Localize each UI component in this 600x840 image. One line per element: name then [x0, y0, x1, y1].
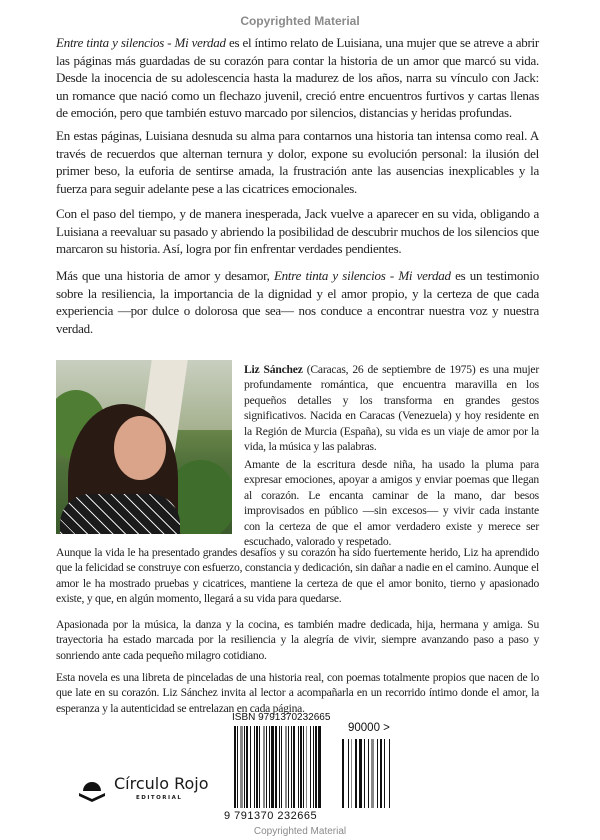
bio-paragraph-2: Amante de la escritura desde niña, ha usado la pluma para expresar emociones, apoyar a amigos y enviar poemas que llegan al corazón. Le encanta caminar de la mano, dar besos improvisados en público —sin excesos— y vivir cada instante con la certeza de que el amor verdadero existe y merece ser escuchado, valorado y respetado.	[244, 458, 539, 549]
synopsis-paragraph-3: Con el paso del tiempo, y de manera inesperada, Jack vuelve a aparecer en su vida, obligando a Luisiana a reevaluar su pasado y abriendo la posibilidad de descubrir muchos de los silencios que marcaron su historia. Así, logra por fin enfrentar verdades pendientes.	[56, 206, 539, 257]
barcode-addon-bar	[377, 739, 378, 808]
isbn-barcode	[222, 712, 402, 824]
bio-text: (Caracas, 26 de septiembre de 1975) es una mujer profundamente romántica, que encuentra maravilla en los pequeños detalles y los transforma en grandes gestos significativos. Nacida en Caracas (Venezuela) y hoy residente en la Región de Murcia (España), su vida es un viaje de amor por la vida, la música y las palabras.	[244, 363, 539, 454]
copyright-watermark: Copyrighted Material	[240, 14, 360, 28]
synopsis-paragraph-4	[56, 267, 539, 337]
barcode-bar	[313, 726, 314, 808]
synopsis-paragraph-1	[56, 34, 539, 122]
bio-paragraph-5: Esta novela es una libreta de pinceladas de una historia real, con poemas totalmente propios que nacen de lo que late en su corazón. Liz Sánchez invita al lector a acompañarla en un recorrido íntimo donde el amor, la esperanza y la autenticidad se entrelazan en cada página.	[56, 671, 539, 715]
barcode-addon-bar	[368, 739, 369, 808]
publisher-logo	[78, 775, 208, 805]
synopsis-paragraph-2: En estas páginas, Luisiana desnuda su alma para contarnos una historia tan intensa como real. A través de recuerdos que alternan ternura y dolor, expone su evolución personal: la ilusión del primer beso, la euforia de sentirse amada, la frustración ante las ausencias inexplicables y la fuerza para seguir adelante pese a las cicatrices emocionales.	[56, 128, 539, 196]
barcode-bar	[285, 726, 287, 808]
synopsis-text: es un testimonio sobre la resiliencia, la importancia de la dignidad y el amor propio, y la certeza de que cada experiencia —por dulce o dolorosa que sea— nos conduce a encontrar nuestra voz y nuestra verdad.	[56, 268, 540, 336]
barcode-addon-bar	[389, 739, 390, 808]
barcode-digits: 9 791370 232665	[224, 810, 318, 822]
barcode-bar	[263, 726, 265, 808]
author-photo	[56, 360, 232, 534]
barcode-bar	[250, 726, 251, 808]
barcode-bar	[303, 726, 304, 808]
barcode-addon-bar	[359, 739, 362, 808]
barcode-bar	[259, 726, 260, 808]
barcode-bar	[279, 726, 280, 808]
barcode-bar	[275, 726, 277, 808]
barcode-bar	[271, 726, 274, 808]
bio-paragraph-4: Apasionada por la música, la danza y la cocina, es también madre dedicada, hija, hermana y amiga. Su trayectoria ha estado marcada por la resiliencia y la alegría de vivir, siempre avanzando paso a paso y sonriendo ante cada pequeño milagro cotidiano.	[56, 618, 539, 662]
book-title: Entre tinta y silencios - Mi verdad	[273, 268, 451, 283]
barcode-addon-bar	[342, 739, 344, 808]
barcode-bar	[293, 726, 295, 808]
book-dome-icon	[78, 777, 106, 803]
barcode-bar	[315, 726, 317, 808]
barcode-bar	[306, 726, 307, 808]
price-addon: 90000 >	[348, 722, 390, 734]
synopsis-text: es el íntimo relato de Luisiana, una mujer que se atreve a abrir las páginas más guardadas de su corazón para contar la historia de un amor que marcó su vida. Desde la inocencia de su adolescencia hasta la madurez de los años, narra su vínculo con Jack: un romance que nació como un flechazo juvenil, creció entre encuentros furtivos y cartas llenas de emoción, pero que también estuvo marcado por silencios, distancias y heridas profundas.	[56, 35, 539, 121]
barcode-addon-bar	[380, 739, 382, 808]
barcode-bar	[310, 726, 311, 808]
barcode-bar	[246, 726, 248, 808]
barcode-addon-bar	[384, 739, 385, 808]
author-name: Liz Sánchez	[244, 363, 303, 376]
barcode-bar	[318, 726, 321, 808]
barcode-bar	[288, 726, 289, 808]
bio-paragraph-3: Aunque la vida le ha presentado grandes desafíos y su corazón ha sido fuertemente herido, Liz ha aprendido que la felicidad se construye con esfuerzo, constancia y dedicación, sin dañar a nadie en el camino. Aunque el amor le ha mostrado pruebas y cicatrices, mantiene la certeza de que el amor bonito, tierno y apasionado existe, y que, en algún momento, llegará a su vida para quedarse.	[56, 546, 539, 606]
barcode-addon-bar	[371, 739, 374, 808]
barcode-bar	[234, 726, 236, 808]
isbn-label: ISBN 9791370232665	[232, 712, 331, 723]
barcode-addon-bar	[364, 739, 365, 808]
barcode-bar	[266, 726, 267, 808]
barcode-bar	[237, 726, 238, 808]
barcode-bar	[244, 726, 245, 808]
barcode-bar	[300, 726, 302, 808]
barcode-addon-bar	[355, 739, 357, 808]
book-title: Entre tinta y silencios - Mi verdad	[56, 35, 226, 50]
copyright-watermark-bottom: Copyrighted Material	[253, 826, 347, 837]
publisher-name: Círculo Rojo	[114, 774, 209, 793]
barcode-bar	[269, 726, 270, 808]
barcode-bar	[298, 726, 299, 808]
barcode-bar	[240, 726, 243, 808]
bio-paragraph-1	[244, 362, 539, 454]
barcode-addon-bar	[348, 739, 349, 808]
synopsis-text: Más que una historia de amor y desamor,	[56, 268, 274, 283]
barcode-bar	[256, 726, 258, 808]
barcode-bar	[281, 726, 282, 808]
barcode-bar	[291, 726, 292, 808]
barcode-bar	[254, 726, 255, 808]
publisher-subtitle: EDITORIAL	[136, 795, 183, 801]
barcode-addon-bar	[351, 739, 352, 808]
